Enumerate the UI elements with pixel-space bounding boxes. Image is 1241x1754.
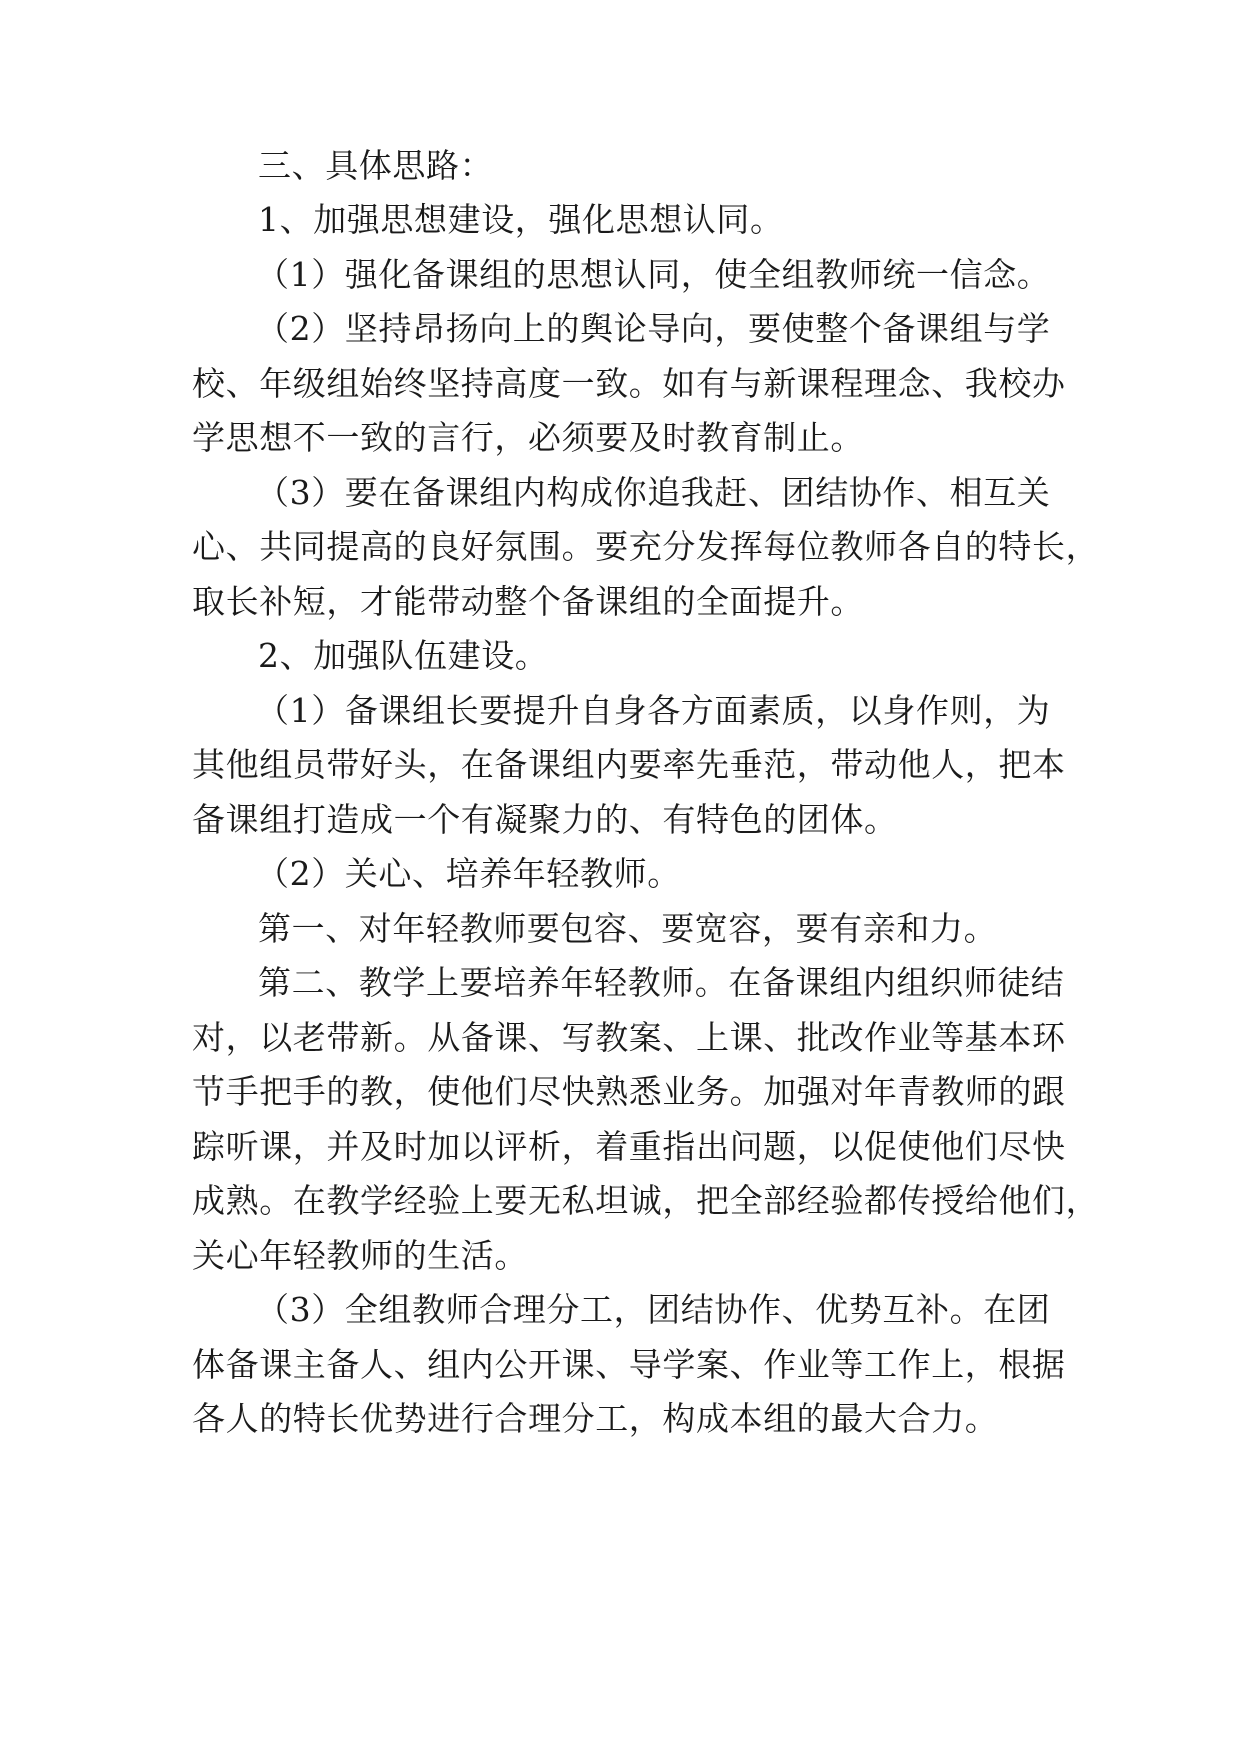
paragraph-line: 节手把手的教，使他们尽快熟悉业务。加强对年青教师的跟 — [192, 1072, 1066, 1111]
paragraph-line: 踪听课，并及时加以评析，着重指出问题，以促使他们尽快 — [192, 1127, 1066, 1166]
paragraph-line: 备课组打造成一个有凝聚力的、有特色的团体。 — [192, 800, 898, 839]
paragraph-line: 心、共同提高的良好氛围。要充分发挥每位教师各自的特长， — [192, 527, 1100, 566]
subsection-heading: 1、加强思想建设，强化思想认同。 — [258, 200, 784, 239]
paragraph-line: 校、年级组始终坚持高度一致。如有与新课程理念、我校办 — [192, 364, 1066, 403]
section-heading: 三、具体思路： — [258, 146, 494, 185]
paragraph-line: （1）强化备课组的思想认同，使全组教师统一信念。 — [256, 255, 1051, 294]
paragraph-line: 学思想不一致的言行，必须要及时教育制止。 — [192, 418, 864, 457]
paragraph-line: 取长补短，才能带动整个备课组的全面提升。 — [192, 582, 864, 621]
paragraph-line: （2）坚持昂扬向上的舆论导向，要使整个备课组与学 — [256, 309, 1051, 348]
paragraph-line: 对，以老带新。从备课、写教案、上课、批改作业等基本环 — [192, 1018, 1066, 1057]
paragraph-line: 第一、对年轻教师要包容、要宽容，要有亲和力。 — [258, 909, 998, 948]
paragraph-line: 体备课主备人、组内公开课、导学案、作业等工作上，根据 — [192, 1345, 1066, 1384]
subsection-heading: 2、加强队伍建设。 — [258, 636, 549, 675]
paragraph-line: 各人的特长优势进行合理分工，构成本组的最大合力。 — [192, 1399, 999, 1438]
paragraph-line: 关心年轻教师的生活。 — [192, 1236, 528, 1275]
paragraph-line: 成熟。在教学经验上要无私坦诚，把全部经验都传授给他们， — [192, 1181, 1100, 1220]
paragraph-line: 第二、教学上要培养年轻教师。在备课组内组织师徒结 — [258, 963, 1065, 1002]
paragraph-line: 其他组员带好头，在备课组内要率先垂范，带动他人，把本 — [192, 745, 1066, 784]
paragraph-line: （2）关心、培养年轻教师。 — [256, 854, 681, 893]
paragraph-line: （3）全组教师合理分工，团结协作、优势互补。在团 — [256, 1290, 1051, 1329]
paragraph-line: （1）备课组长要提升自身各方面素质，以身作则，为 — [256, 691, 1051, 730]
paragraph-line: （3）要在备课组内构成你追我赶、团结协作、相互关 — [256, 473, 1051, 512]
